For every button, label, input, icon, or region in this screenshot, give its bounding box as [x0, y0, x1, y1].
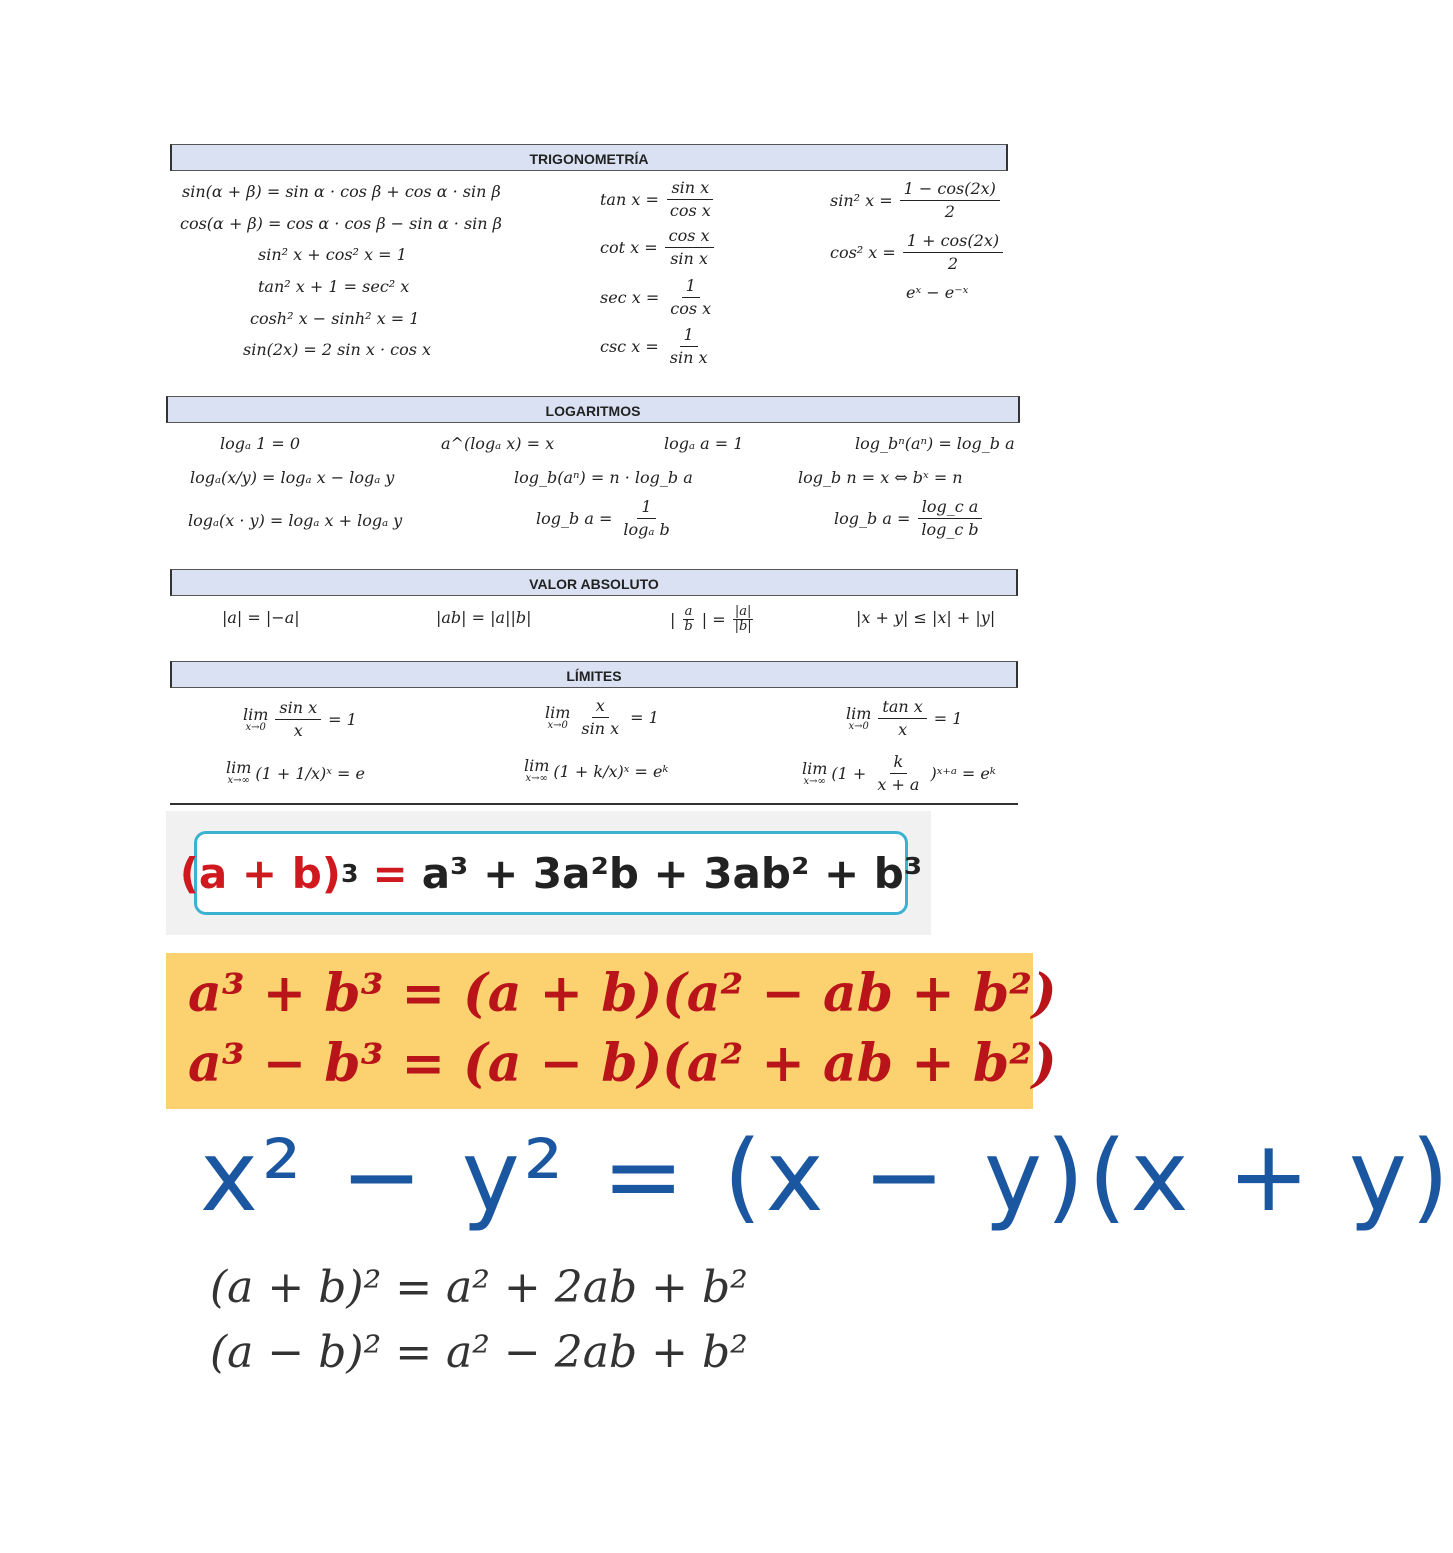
section-header-valor-absoluto: VALOR ABSOLUTO	[170, 569, 1018, 596]
lim6-word: lim	[802, 758, 828, 778]
lim2-den: sin x	[581, 719, 620, 738]
sin2-den: 2	[944, 202, 955, 221]
log-cb1-lhs: log_b a =	[536, 509, 613, 528]
lim1-sub: x→0	[245, 721, 266, 733]
cos-squared-formula	[830, 231, 1006, 274]
square-of-difference: (a − b)² = a² − 2ab + b²	[210, 1327, 748, 1378]
lim2-rhs: = 1	[630, 708, 659, 727]
lim2-word: lim	[545, 702, 571, 722]
sum-of-cubes-panel	[166, 953, 1057, 1109]
binomial-cube-lhs: (a + b)	[179, 848, 341, 898]
lim3-word: lim	[846, 703, 872, 723]
csc-den: sin x	[669, 348, 708, 367]
partial-formula: eˣ − e⁻ˣ	[906, 283, 969, 302]
log-rule-3: logₐ a = 1	[664, 434, 744, 453]
cos2-num: 1 + cos(2x)	[903, 231, 1003, 253]
limits-bottom-rule	[170, 803, 1018, 805]
lim6-num: k	[890, 752, 908, 774]
abs3-rnum: |a|	[734, 604, 752, 619]
abs-rule-4: |x + y| ≤ |x| + |y|	[856, 608, 996, 627]
lim6-post: )ˣ⁺ᵃ = eᵏ	[930, 764, 996, 783]
limit-4	[226, 760, 365, 786]
sum-of-cubes: a³ + b³ = (a + b)(a² − ab + b²)	[188, 963, 1057, 1024]
lim3-sub: x→0	[848, 720, 869, 732]
lim6-den: x + a	[877, 775, 920, 794]
limit-5	[524, 758, 668, 784]
lim5-expr: (1 + k/x)ˣ = eᵏ	[553, 761, 669, 781]
sin2-num: 1 − cos(2x)	[900, 179, 1000, 201]
csc-num: 1	[680, 325, 698, 347]
log-cb2-num: log_c a	[918, 497, 983, 519]
lim6-pre: (1 +	[831, 764, 867, 783]
log-rule-1: logₐ 1 = 0	[220, 434, 301, 453]
log-rule-4: log_bⁿ(aⁿ) = log_b a	[855, 434, 1015, 453]
abs3-num: a	[684, 604, 693, 619]
sin-squared-formula	[830, 179, 1003, 222]
section-header-trigonometria: TRIGONOMETRÍA	[170, 144, 1008, 171]
lim2-sub: x→0	[547, 719, 568, 731]
log-rule-7: log_b n = x ⇔ bˣ = n	[798, 468, 963, 487]
difference-of-cubes: a³ − b³ = (a − b)(a² + ab + b²)	[188, 1033, 1057, 1094]
lim5-word: lim	[524, 756, 550, 775]
square-of-sum: (a + b)² = a² + 2ab + b²	[210, 1262, 748, 1313]
trig-identity-5: cosh² x − sinh² x = 1	[250, 309, 420, 328]
lim1-num: sin x	[275, 698, 321, 720]
section-header-logaritmos: LOGARITMOS	[166, 396, 1020, 423]
lim6-sub: x→∞	[803, 775, 826, 787]
lim1-word: lim	[243, 704, 269, 724]
abs-rule-2: |ab| = |a||b|	[436, 608, 532, 627]
sec-lhs: sec x =	[600, 288, 660, 307]
log-change-base-1	[536, 497, 677, 540]
tan-num: sin x	[667, 178, 713, 200]
log-rule-5: logₐ(x/y) = logₐ x − logₐ y	[190, 468, 395, 487]
csc-formula	[600, 325, 714, 368]
lim4-sub: x→∞	[227, 775, 250, 786]
lim1-rhs: = 1	[328, 710, 357, 729]
log-cb2-lhs: log_b a =	[834, 509, 911, 528]
limit-2	[545, 696, 659, 739]
sec-num: 1	[682, 276, 700, 298]
limit-6	[802, 752, 996, 795]
binomial-cube-panel	[166, 811, 931, 935]
sec-formula	[600, 276, 718, 319]
abs3-den: b	[684, 619, 693, 634]
log-cb1-den: logₐ b	[623, 520, 670, 539]
lim3-rhs: = 1	[933, 709, 963, 728]
limit-3	[846, 697, 962, 740]
trig-identity-2: cos(α + β) = cos α · cos β − sin α · sin β	[180, 214, 502, 233]
binomial-cube-formula: (a + b) 3 = a³ + 3a²b + 3ab² + b³	[194, 831, 908, 915]
lim5-sub: x→∞	[525, 773, 548, 784]
lim2-num: x	[592, 696, 609, 718]
tan-den: cos x	[669, 201, 711, 220]
sec-den: cos x	[670, 299, 712, 318]
abs-rule-3: | $\frac{a}{b}$ | = $\frac{|a|}{|b|}$	[670, 604, 752, 634]
log-rule-2: a^(logₐ x) = x	[441, 434, 555, 453]
log-rule-8: logₐ(x · y) = logₐ x + logₐ y	[188, 511, 403, 530]
trig-identity-3: sin² x + cos² x = 1	[258, 245, 407, 264]
trig-identity-6: sin(2x) = 2 sin x · cos x	[243, 340, 432, 359]
lim4-word: lim	[226, 758, 252, 777]
csc-lhs: csc x =	[600, 337, 659, 356]
limit-1	[243, 698, 357, 741]
lim1-den: x	[293, 721, 303, 740]
lim4-expr: (1 + 1/x)ˣ = e	[255, 763, 365, 783]
binomial-cube-rhs: a³ + 3a²b + 3ab² + b³	[421, 848, 923, 898]
cot-lhs: cot x =	[600, 238, 658, 257]
sin2-lhs: sin² x =	[830, 191, 893, 210]
lim3-den: x	[898, 720, 908, 739]
trig-identity-4: tan² x + 1 = sec² x	[258, 277, 410, 296]
binomial-cube-exp: 3	[340, 858, 359, 888]
cot-num: cos x	[665, 226, 714, 248]
abs3-rden: |b|	[734, 619, 752, 634]
cot-den: sin x	[670, 249, 708, 268]
log-rule-6: log_b(aⁿ) = n · log_b a	[514, 468, 693, 487]
trig-identity-1: sin(α + β) = sin α · cos β + cos α · sin β	[182, 182, 501, 201]
lim3-num: tan x	[878, 697, 926, 719]
cot-formula	[600, 226, 717, 269]
log-cb2-den: log_c b	[921, 520, 979, 539]
cos2-lhs: cos² x =	[830, 243, 896, 262]
tan-formula	[600, 178, 718, 221]
tan-lhs: tan x =	[600, 190, 659, 209]
section-header-limites: LÍMITES	[170, 661, 1018, 688]
abs-rule-1: |a| = |−a|	[222, 608, 300, 627]
log-change-base-2	[834, 497, 986, 540]
cos2-den: 2	[947, 254, 959, 273]
log-cb1-num: 1	[637, 497, 655, 519]
difference-of-squares: x² − y² = (x − y)(x + y)	[200, 1120, 1453, 1234]
